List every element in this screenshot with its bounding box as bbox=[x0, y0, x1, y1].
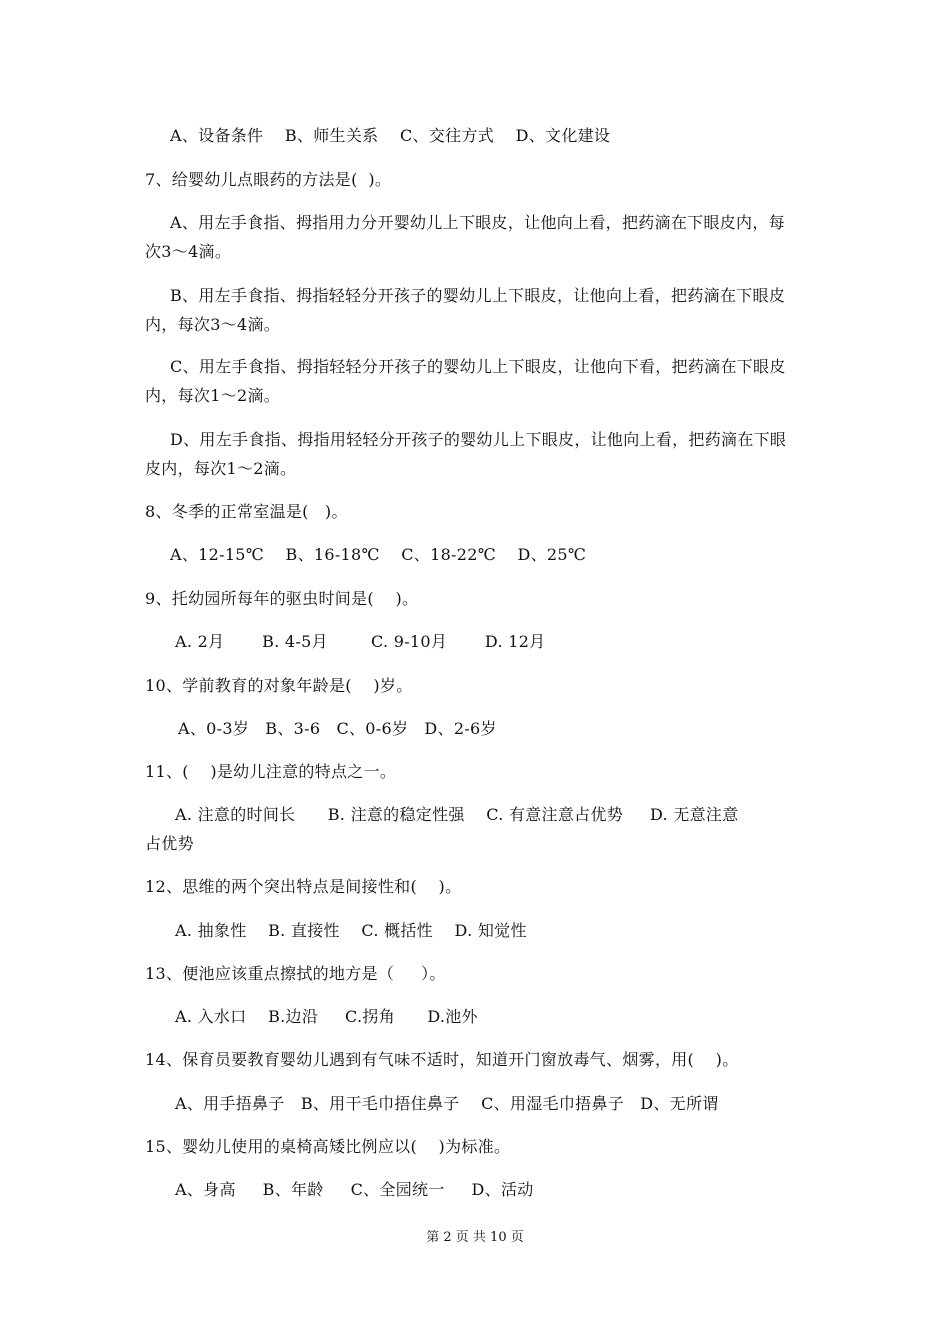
q7-option-a-line1: A、用左手食指、拇指用力分开婴幼儿上下眼皮，让他向上看，把药滴在下眼皮内，每 bbox=[170, 213, 785, 232]
q7-option-b-line1: B、用左手食指、拇指轻轻分开孩子的婴幼儿上下眼皮，让他向上看，把药滴在下眼皮 bbox=[170, 286, 786, 305]
q15-stem: 15、婴幼儿使用的桌椅高矮比例应以( )为标准。 bbox=[145, 1137, 511, 1156]
q13-stem: 13、便池应该重点擦拭的地方是（ ）。 bbox=[145, 964, 446, 983]
q10-stem: 10、学前教育的对象年龄是( )岁。 bbox=[145, 676, 413, 695]
q11-options-line2: 占优势 bbox=[145, 834, 194, 853]
q11-options-line1: A. 注意的时间长 B. 注意的稳定性强 C. 有意注意占优势 D. 无意注意 bbox=[175, 805, 739, 824]
page-footer: 第 2 页 共 10 页 bbox=[426, 1230, 524, 1245]
q13-options: A. 入水口 B.边沿 C.拐角 D.池外 bbox=[175, 1007, 478, 1026]
q14-stem: 14、保育员要教育婴幼儿遇到有气味不适时，知道开门窗放毒气、烟雾，用( )。 bbox=[145, 1050, 739, 1069]
q7-option-b-line2: 内，每次3～4滴。 bbox=[145, 315, 281, 334]
q15-options: A、身高 B、年龄 C、全园统一 D、活动 bbox=[175, 1180, 534, 1199]
q9-stem: 9、托幼园所每年的驱虫时间是( )。 bbox=[145, 589, 419, 608]
q8-options: A、12-15℃ B、16-18℃ C、18-22℃ D、25℃ bbox=[170, 545, 587, 564]
q7-option-c-line2: 内，每次1～2滴。 bbox=[145, 386, 281, 405]
q7-option-a-line2: 次3～4滴。 bbox=[145, 242, 232, 261]
q6-options: A、设备条件 B、师生关系 C、交往方式 D、文化建设 bbox=[170, 126, 611, 145]
q8-stem: 8、冬季的正常室温是( )。 bbox=[145, 502, 348, 521]
q11-stem: 11、( )是幼儿注意的特点之一。 bbox=[145, 762, 397, 781]
q10-options: A、0-3岁 B、3-6 C、0-6岁 D、2-6岁 bbox=[178, 719, 497, 738]
q7-option-d-line1: D、用左手食指、拇指用轻轻分开孩子的婴幼儿上下眼皮，让他向上看，把药滴在下眼 bbox=[170, 430, 787, 449]
q7-option-d-line2: 皮内，每次1～2滴。 bbox=[145, 459, 297, 478]
q14-options: A、用手捂鼻子 B、用干毛巾捂住鼻子 C、用湿毛巾捂鼻子 D、无所谓 bbox=[175, 1094, 719, 1113]
q9-options: A. 2月 B. 4-5月 C. 9-10月 D. 12月 bbox=[175, 632, 546, 651]
q12-options: A. 抽象性 B. 直接性 C. 概括性 D. 知觉性 bbox=[175, 921, 527, 940]
q12-stem: 12、思维的两个突出特点是间接性和( )。 bbox=[145, 877, 462, 896]
q7-stem: 7、给婴幼儿点眼药的方法是( )。 bbox=[145, 170, 392, 189]
q7-option-c-line1: C、用左手食指、拇指轻轻分开孩子的婴幼儿上下眼皮，让他向下看，把药滴在下眼皮 bbox=[170, 357, 786, 376]
